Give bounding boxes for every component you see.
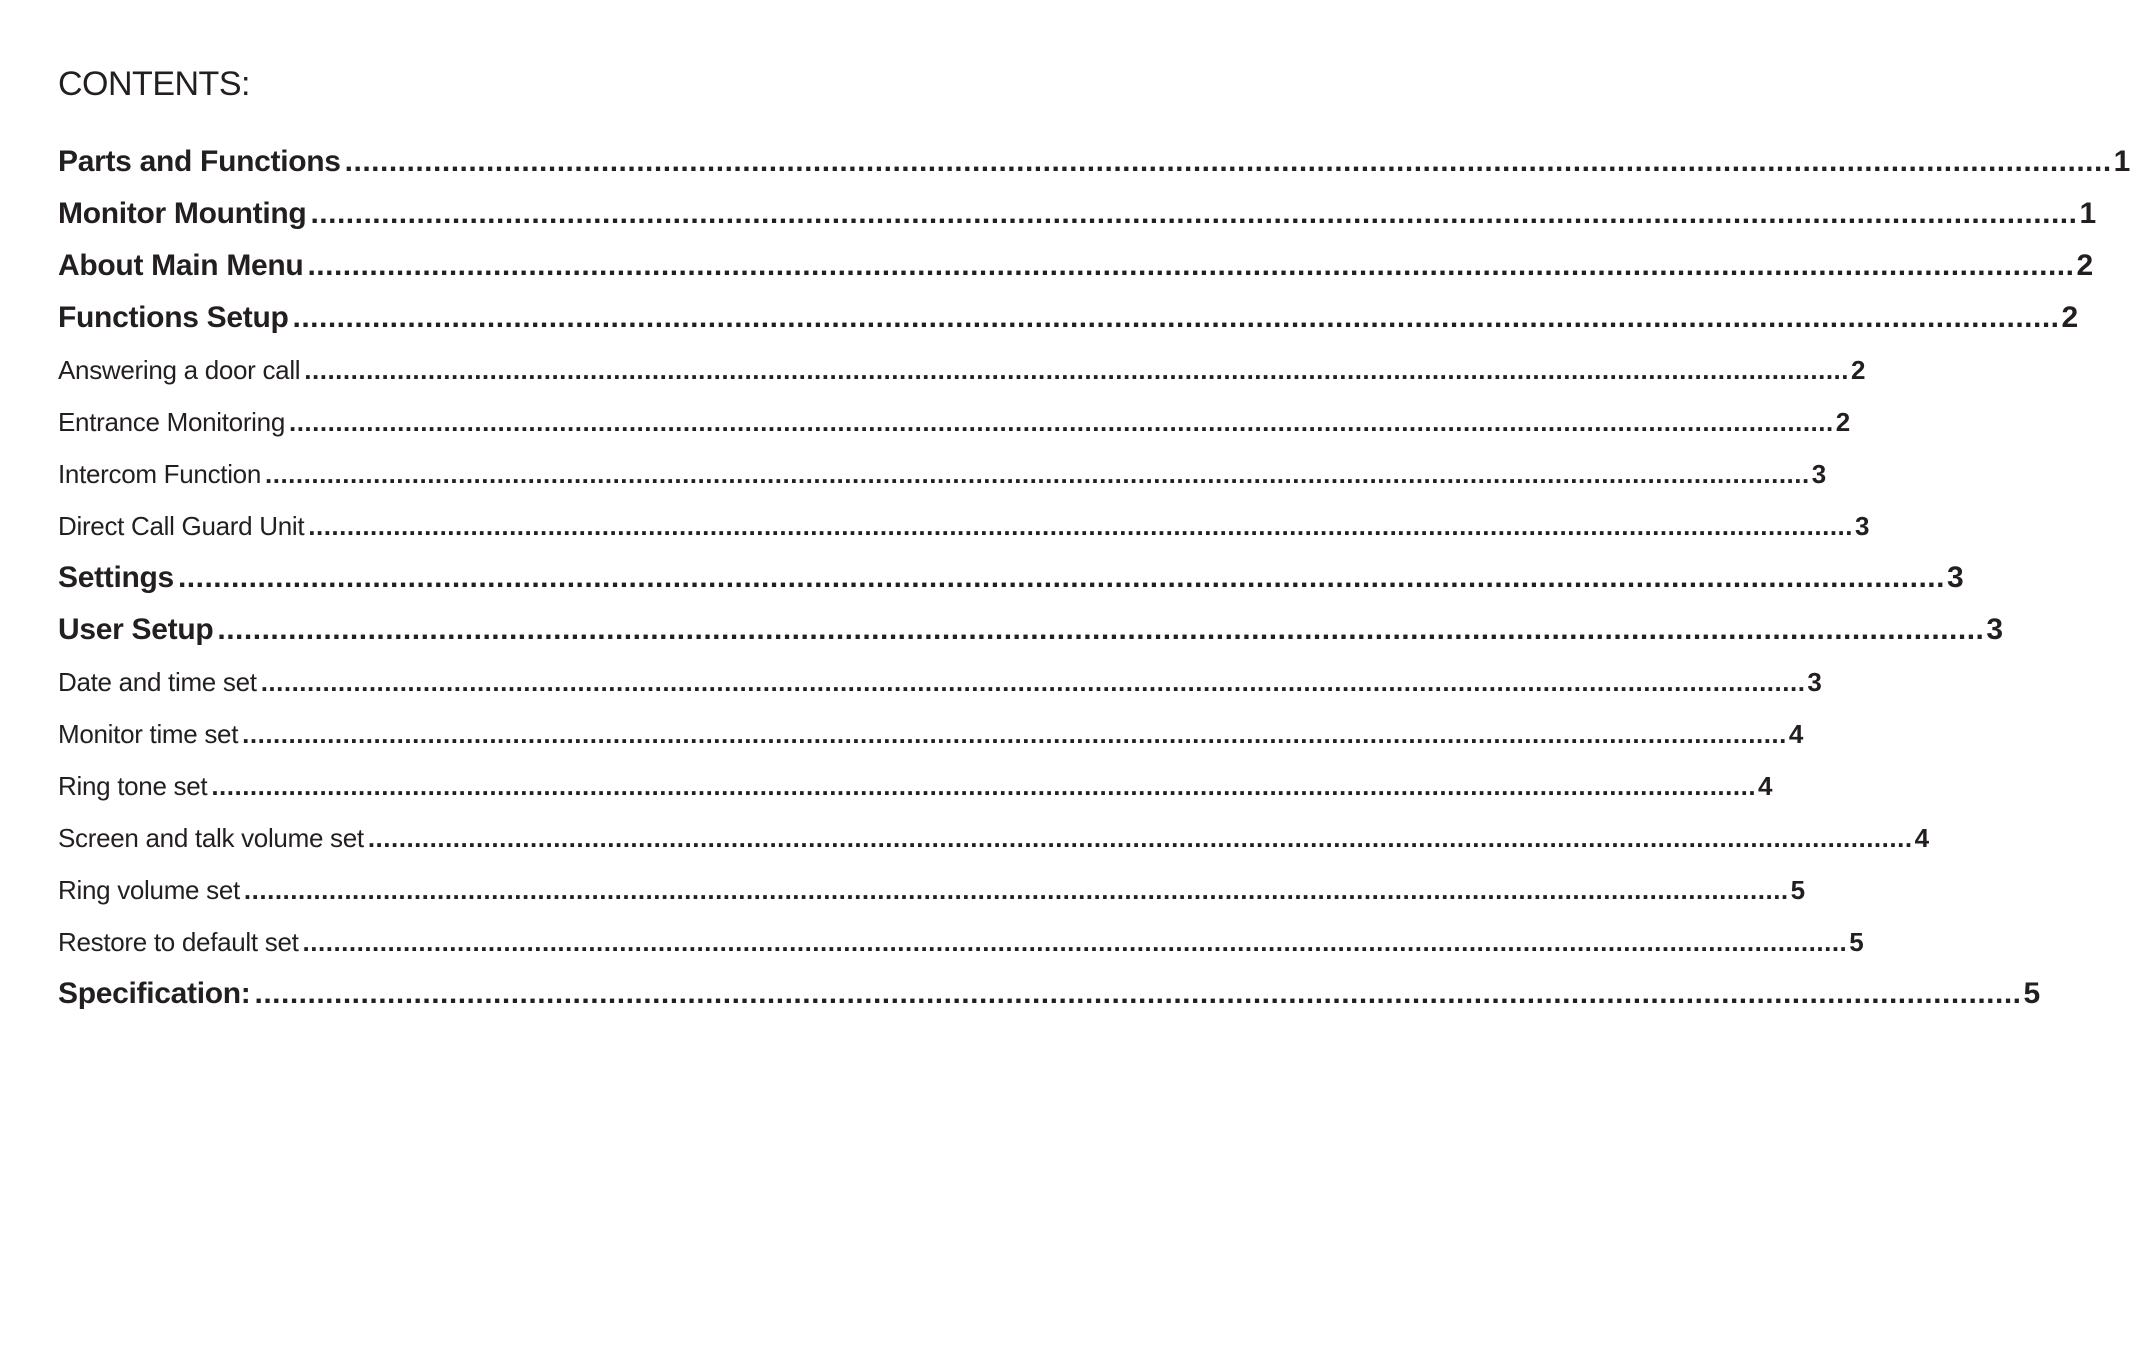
toc-page-number: 4 [1758, 771, 1773, 801]
toc-entry[interactable] [58, 136, 2130, 188]
toc-entry-title: Date and time set [58, 667, 257, 697]
toc-entry-title: Direct Call Guard Unit [58, 511, 305, 541]
toc-entry-title: Ring volume set [58, 875, 240, 905]
toc-entry-title: Functions Setup [58, 301, 289, 334]
toc-entry[interactable] [58, 500, 1870, 552]
toc-entry[interactable] [58, 812, 1929, 864]
toc-page-number: 2 [2076, 249, 2093, 282]
toc-page-number: 5 [2023, 977, 2040, 1010]
toc-entry[interactable] [58, 240, 2093, 292]
toc-leader-dots: ........................................................................................................................................................................................................ [242, 719, 1787, 749]
toc-leader-dots: ........................................................................................................................................................................................................ [344, 145, 2112, 178]
toc-entry-title: Entrance Monitoring [58, 407, 285, 437]
toc-entry[interactable] [58, 656, 1822, 708]
toc-leader-dots: ........................................................................................................................................................................................................ [254, 977, 2022, 1010]
toc-entry[interactable] [58, 968, 2040, 1020]
toc-page-number: 3 [1986, 613, 2003, 646]
toc-entry-title: About Main Menu [58, 249, 304, 282]
toc-leader-dots: ........................................................................................................................................................................................................ [177, 561, 1945, 594]
toc-entry-title: User Setup [58, 613, 214, 646]
toc-entry[interactable] [58, 604, 2003, 656]
toc-entry[interactable] [58, 396, 1850, 448]
toc-page-number: 3 [1807, 667, 1822, 697]
toc-entry[interactable] [58, 344, 1866, 396]
toc-leader-dots: ........................................................................................................................................................................................................ [260, 667, 1806, 697]
toc-page-number: 1 [2079, 197, 2096, 230]
toc-page-number: 4 [1914, 823, 1929, 853]
toc-page-number: 5 [1849, 927, 1864, 957]
toc-entry-title: Answering a door call [58, 355, 301, 385]
toc-leader-dots: ........................................................................................................................................................................................................ [288, 407, 1834, 437]
toc-leader-dots: ........................................................................................................................................................................................................ [367, 823, 1913, 853]
toc-leader-dots: ........................................................................................................................................................................................................ [243, 875, 1789, 905]
toc-leader-dots: ........................................................................................................................................................................................................ [302, 927, 1848, 957]
toc-entry-title: Settings [58, 561, 174, 594]
toc-leader-dots: ........................................................................................................................................................................................................ [304, 355, 1850, 385]
toc-entry-title: Screen and talk volume set [58, 823, 364, 853]
toc-entry-title: Ring tone set [58, 771, 208, 801]
toc-page-number: 2 [1835, 407, 1850, 437]
toc-entry[interactable] [58, 708, 1804, 760]
toc-page-number: 4 [1788, 719, 1804, 749]
toc-entry-title: Monitor Mounting [58, 197, 307, 230]
table-of-contents [58, 136, 2130, 1020]
toc-page-number: 3 [1946, 561, 1964, 594]
toc-entry-title: Intercom Function [58, 459, 261, 489]
toc-entry[interactable] [58, 864, 1805, 916]
toc-leader-dots: ........................................................................................................................................................................................................ [211, 771, 1757, 801]
toc-page-number: 2 [1851, 355, 1866, 385]
toc-leader-dots: ........................................................................................................................................................................................................ [307, 249, 2075, 282]
toc-entry-title: Monitor time set [58, 719, 239, 749]
toc-page-number: 2 [2061, 301, 2078, 334]
toc-entry-title: Specification: [58, 977, 251, 1010]
toc-leader-dots: ........................................................................................................................................................................................................ [217, 613, 1985, 646]
toc-leader-dots: ........................................................................................................................................................................................................ [265, 459, 1810, 489]
toc-page-number: 3 [1855, 511, 1870, 541]
toc-page-number: 5 [1790, 875, 1805, 905]
page-title: CONTENTS: [58, 65, 250, 103]
toc-entry-title: Restore to default set [58, 927, 299, 957]
toc-entry[interactable] [58, 292, 2078, 344]
toc-entry[interactable] [58, 552, 1964, 604]
toc-leader-dots: ........................................................................................................................................................................................................ [310, 197, 2078, 230]
toc-leader-dots: ........................................................................................................................................................................................................ [292, 301, 2060, 334]
toc-entry[interactable] [58, 188, 2096, 240]
toc-entry[interactable] [58, 760, 1773, 812]
toc-page-number: 3 [1811, 459, 1826, 489]
toc-entry-title: Parts and Functions [58, 145, 341, 178]
toc-entry[interactable] [58, 916, 1864, 968]
toc-leader-dots: ........................................................................................................................................................................................................ [308, 511, 1853, 541]
toc-entry[interactable] [58, 448, 1826, 500]
toc-page-number: 1 [2113, 145, 2130, 178]
